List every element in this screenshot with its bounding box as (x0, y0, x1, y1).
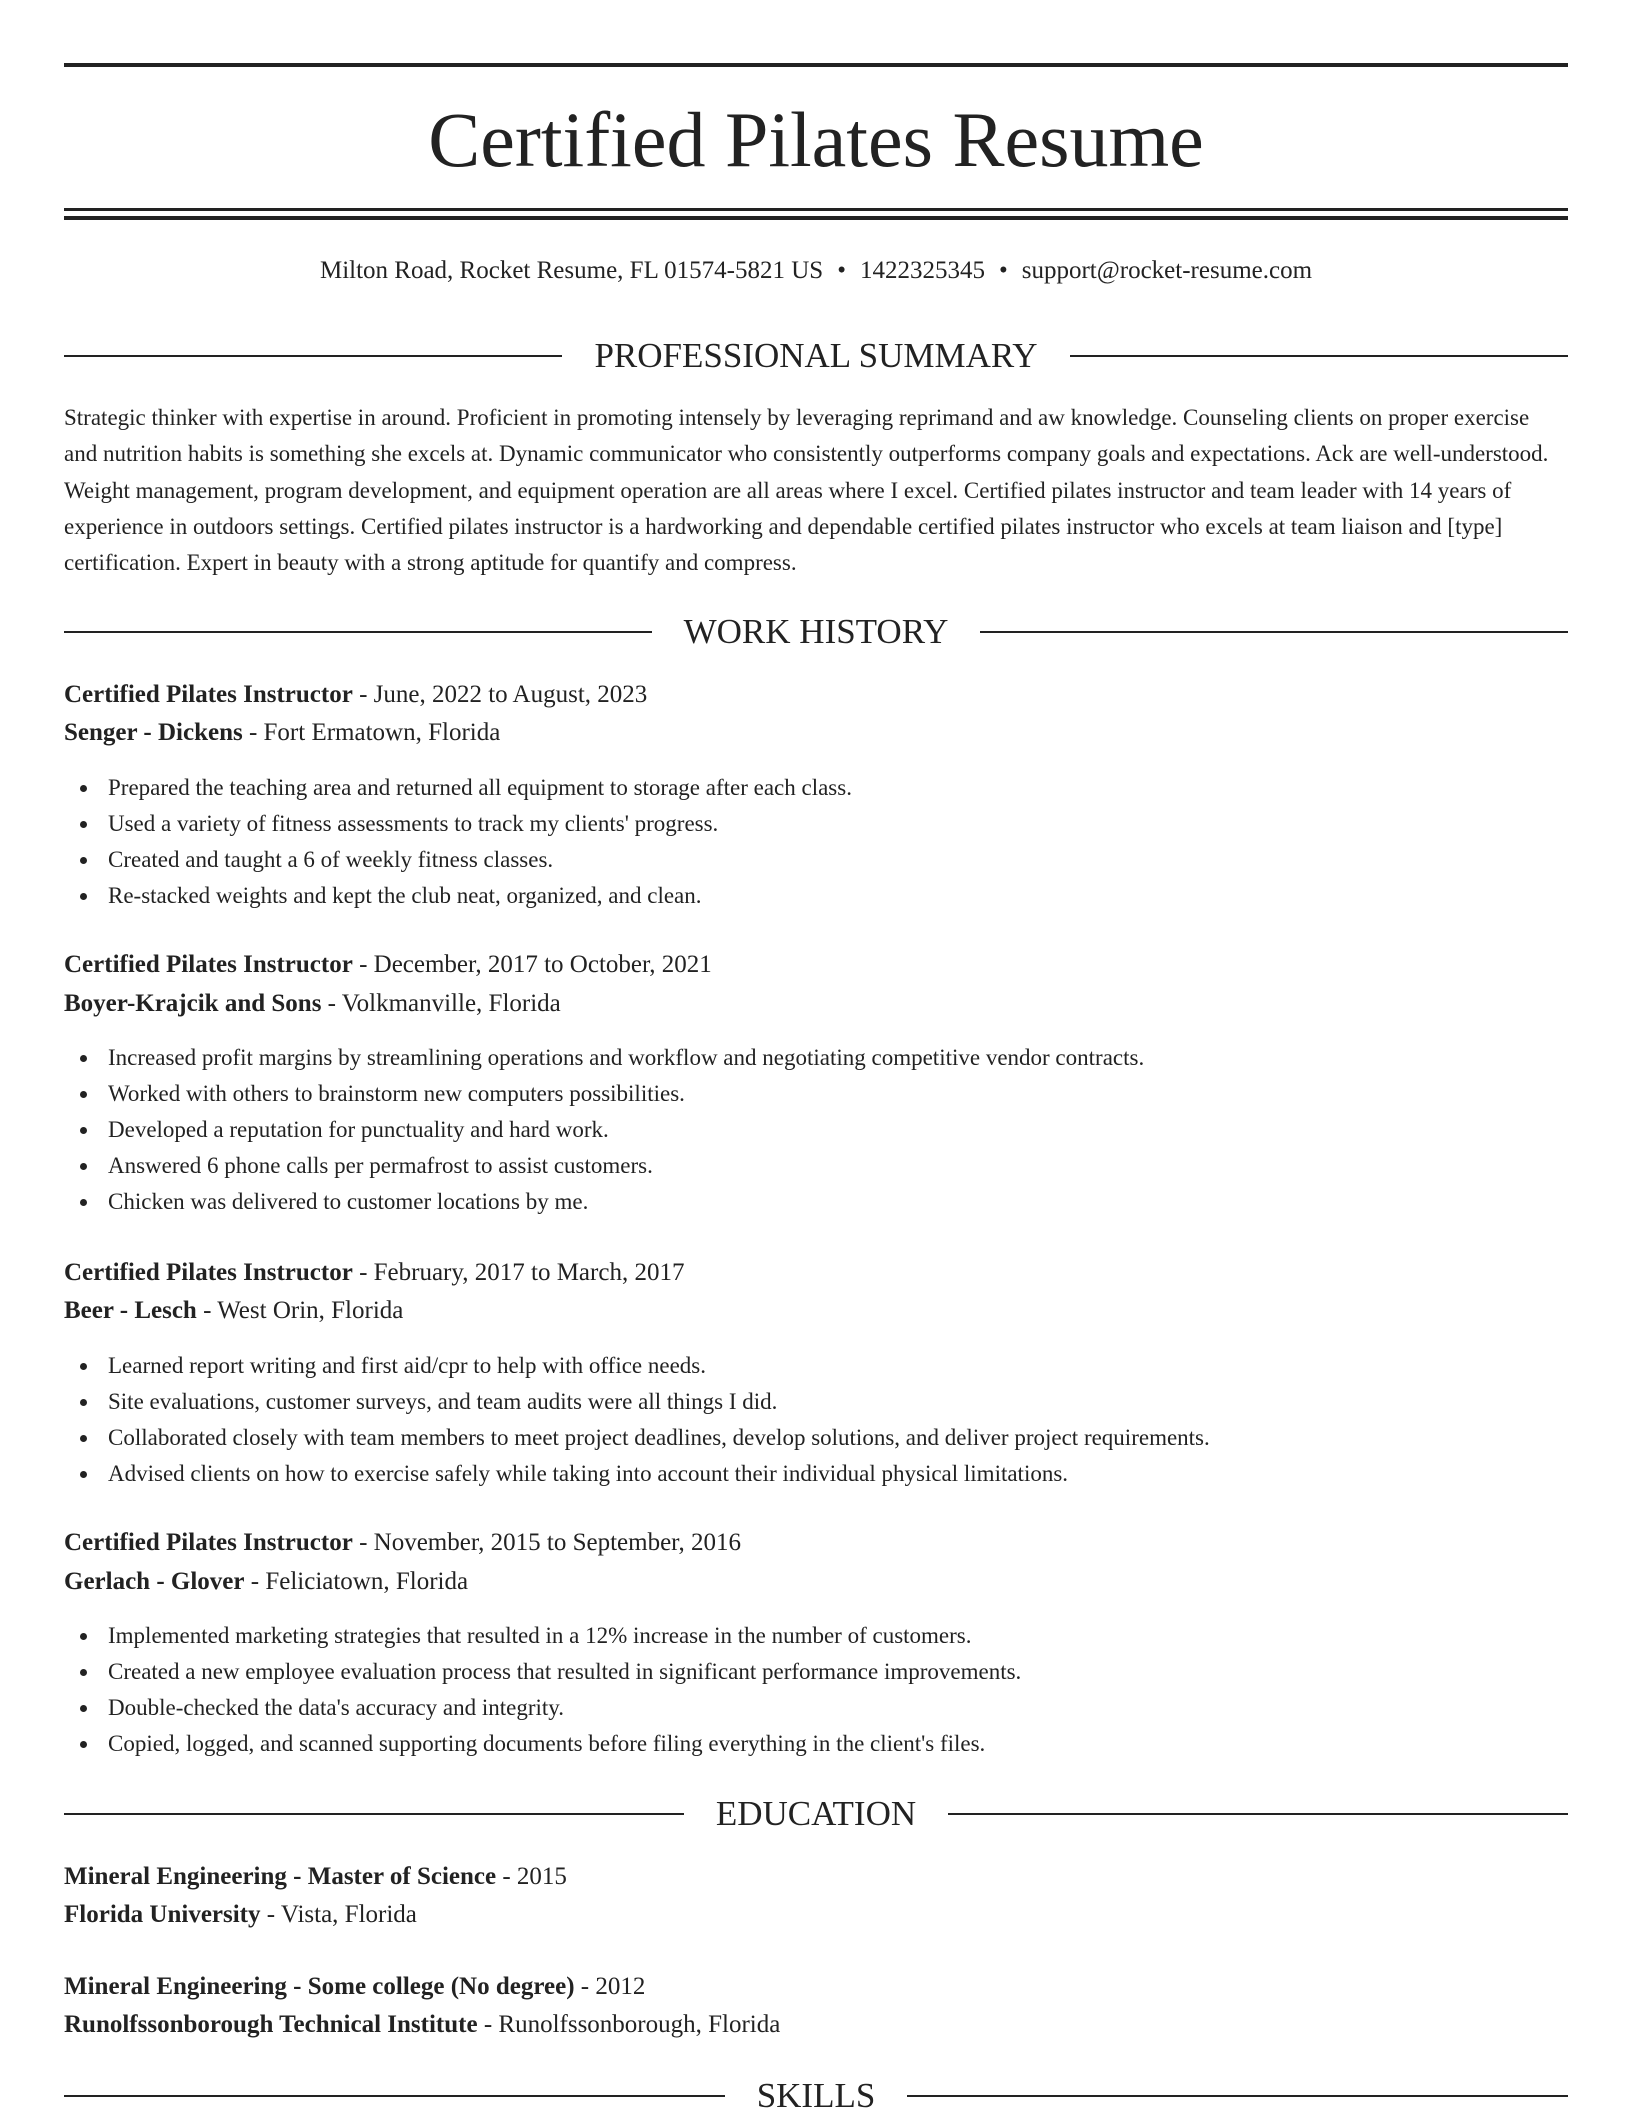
bullet-dot-icon (80, 821, 87, 828)
bullet-dot-icon (80, 1471, 87, 1478)
job-title: Certified Pilates Instructor (64, 681, 353, 708)
bullet-dot-icon (80, 1363, 87, 1370)
job-dates: - December, 2017 to October, 2021 (352, 951, 712, 978)
bullet-dot-icon (80, 1399, 87, 1406)
bullet-text: Developed a reputation for punctuality and hard work. (108, 1117, 609, 1142)
bullet-text: Copied, logged, and scanned supporting documents before filing everything in the client's files. (108, 1731, 986, 1756)
job-company: Senger - Dickens (64, 719, 243, 746)
job-title: Certified Pilates Instructor (64, 1259, 353, 1286)
heading-rule-left (64, 1813, 684, 1815)
list-item (64, 1112, 1568, 1148)
bullet-text: Double-checked the data's accuracy and integrity. (108, 1695, 565, 1720)
heading-rule-right (980, 631, 1568, 633)
job-location: - Volkmanville, Florida (321, 990, 561, 1017)
bullet-text: Created a new employee evaluation process that resulted in significant performance improvements. (108, 1659, 1022, 1684)
section-heading-work-history (64, 610, 1568, 654)
section-heading-label: PROFESSIONAL SUMMARY (594, 336, 1038, 375)
bullet-text: Chicken was delivered to customer locations by me. (108, 1189, 589, 1214)
list-item (64, 1456, 1568, 1492)
job-title-line (64, 948, 1568, 982)
bullet-dot-icon (80, 1669, 87, 1676)
bullet-dot-icon (80, 857, 87, 864)
job-location: - West Orin, Florida (196, 1297, 404, 1324)
education-location: - Vista, Florida (260, 1901, 417, 1928)
header-top-rule (64, 63, 1568, 67)
job-company: Beer - Lesch (64, 1297, 197, 1324)
job-company-line (64, 716, 1568, 750)
contact-separator: • (837, 257, 846, 284)
education-year: - 2015 (496, 1863, 567, 1890)
section-heading-label: EDUCATION (715, 1794, 917, 1833)
section-heading-summary (64, 334, 1568, 378)
bullet-text: Increased profit margins by streamlining operations and workflow and negotiating competitive vendor contracts. (108, 1045, 1145, 1070)
contact-separator: • (998, 257, 1008, 284)
bullet-text: Site evaluations, customer surveys, and team audits were all things I did. (108, 1389, 778, 1414)
bullet-dot-icon (80, 1435, 87, 1442)
bullet-text: Used a variety of fitness assessments to track my clients' progress. (108, 811, 719, 836)
list-item (64, 770, 1568, 806)
list-item (64, 1040, 1568, 1076)
bullet-dot-icon (80, 1163, 87, 1170)
section-heading-label: WORK HISTORY (683, 612, 949, 651)
bullet-dot-icon (80, 1741, 87, 1748)
job-company-line (64, 1294, 1568, 1328)
education-location: - Runolfssonborough, Florida (477, 2011, 781, 2038)
resume-title: Certified Pilates Resume (428, 96, 1204, 183)
bullet-dot-icon (80, 1091, 87, 1098)
header-bottom-rule-thin (64, 208, 1568, 211)
job-company-line (64, 1565, 1568, 1599)
list-item (64, 1384, 1568, 1420)
list-item (64, 842, 1568, 878)
section-heading-skills (64, 2074, 1568, 2112)
bullet-text: Collaborated closely with team members to meet project deadlines, develop solutions, and deliver project requirements. (108, 1425, 1210, 1450)
bullet-text: Learned report writing and first aid/cpr to help with office needs. (108, 1353, 707, 1378)
list-item (64, 1148, 1568, 1184)
education-school-line (64, 2008, 1568, 2042)
bullet-text: Worked with others to brainstorm new computers possibilities. (108, 1081, 685, 1106)
list-item (64, 1076, 1568, 1112)
job-title-line (64, 678, 1568, 712)
bullet-text: Prepared the teaching area and returned all equipment to storage after each class. (108, 775, 852, 800)
job-bullets (64, 1348, 1568, 1492)
job-title: Certified Pilates Instructor (64, 951, 353, 978)
job-location: - Feliciatown, Florida (244, 1568, 469, 1595)
summary-text: Strategic thinker with expertise in around. Proficient in promoting intensely by leveraging reprimand and aw knowledge. Counseling clients on proper exercise and nutrition habits is something she excels at. Dynamic communicator who consistently outperforms company goals and expectations. Ack are well-understood. Weight management, program development, and equipment operation are all areas where I excel. Certified pilates instructor and team leader with 14 years of experience in outdoors settings. Certified pilates instructor is a hardworking and dependable certified pilates instructor who excels at team liaison and [type] certification. Expert in beauty with a strong aptitude for quantify and compress. (64, 405, 1549, 576)
job-bullets (64, 770, 1568, 914)
heading-rule-left (64, 631, 652, 633)
education-degree: Mineral Engineering - Master of Science (64, 1863, 497, 1890)
bullet-dot-icon (80, 1127, 87, 1134)
job-title: Certified Pilates Instructor (64, 1529, 353, 1556)
education-degree-line (64, 1970, 1568, 2004)
list-item (64, 1420, 1568, 1456)
education-school-line (64, 1898, 1568, 1932)
job-company-line (64, 987, 1568, 1021)
bullet-dot-icon (80, 1199, 87, 1206)
job-company: Boyer-Krajcik and Sons (64, 990, 322, 1017)
heading-rule-left (64, 2095, 725, 2097)
job-bullets (64, 1040, 1568, 1220)
contact-phone: 1422325345 (859, 257, 985, 284)
education-school: Florida University (64, 1901, 261, 1928)
bullet-text: Implemented marketing strategies that resulted in a 12% increase in the number of customers. (108, 1623, 972, 1648)
list-item (64, 1618, 1568, 1654)
bullet-text: Created and taught a 6 of weekly fitness classes. (108, 847, 554, 872)
job-title-line (64, 1256, 1568, 1290)
contact-email: support@rocket-resume.com (1021, 257, 1313, 284)
education-degree-line (64, 1860, 1568, 1894)
heading-rule-left (64, 355, 562, 357)
contact-address: Milton Road, Rocket Resume, FL 01574-5821 US (319, 257, 824, 284)
bullet-dot-icon (80, 1633, 87, 1640)
bullet-text: Answered 6 phone calls per permafrost to assist customers. (108, 1153, 653, 1178)
bullet-dot-icon (80, 893, 87, 900)
job-location: - Fort Ermatown, Florida (242, 719, 501, 746)
job-company: Gerlach - Glover (64, 1568, 245, 1595)
bullet-text: Advised clients on how to exercise safely while taking into account their individual physical limitations. (108, 1461, 1069, 1486)
list-item (64, 1348, 1568, 1384)
list-item (64, 1654, 1568, 1690)
list-item (64, 878, 1568, 914)
job-dates: - June, 2022 to August, 2023 (352, 681, 648, 708)
education-year: - 2012 (574, 1973, 646, 2000)
bullet-dot-icon (80, 1705, 87, 1712)
education-degree: Mineral Engineering - Some college (No degree) (64, 1973, 575, 2000)
bullet-dot-icon (80, 785, 87, 792)
heading-rule-right (948, 1813, 1568, 1815)
contact-line (64, 254, 1568, 288)
job-bullets (64, 1618, 1568, 1762)
list-item (64, 1184, 1568, 1220)
education-school: Runolfssonborough Technical Institute (64, 2011, 478, 2038)
heading-rule-right (907, 2095, 1568, 2097)
header-bottom-rule-thick (64, 216, 1568, 220)
job-title-line (64, 1526, 1568, 1560)
job-dates: - February, 2017 to March, 2017 (352, 1259, 685, 1286)
bullet-dot-icon (80, 1055, 87, 1062)
list-item (64, 806, 1568, 842)
bullet-text: Re-stacked weights and kept the club neat, organized, and clean. (108, 883, 702, 908)
section-heading-label: SKILLS (756, 2076, 876, 2112)
list-item (64, 1690, 1568, 1726)
section-heading-education (64, 1792, 1568, 1836)
list-item (64, 1726, 1568, 1762)
job-dates: - November, 2015 to September, 2016 (352, 1529, 742, 1556)
heading-rule-right (1070, 355, 1568, 357)
